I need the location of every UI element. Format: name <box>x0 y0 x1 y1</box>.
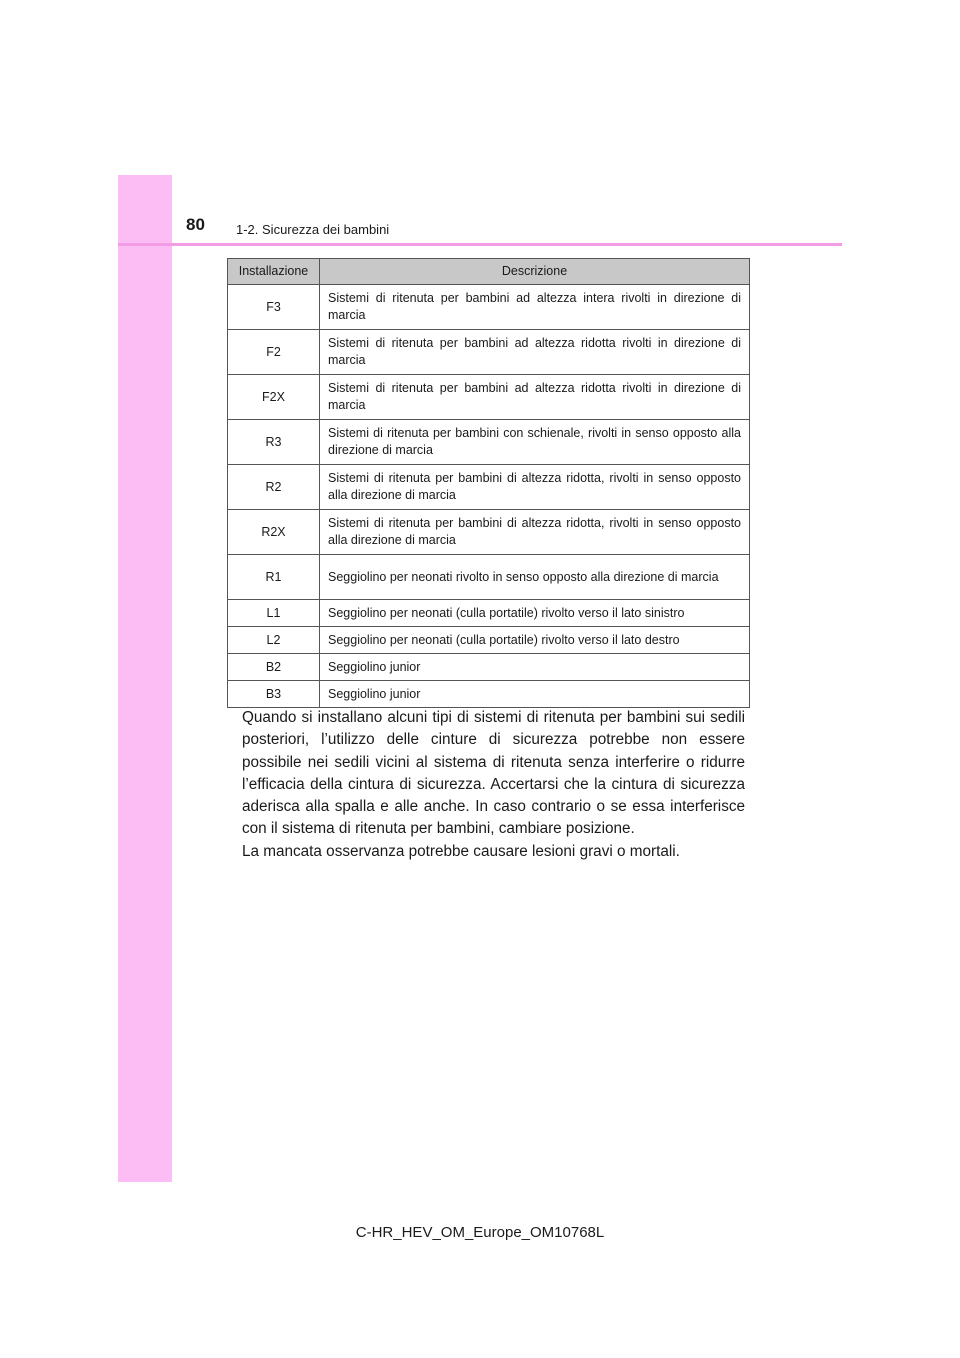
installation-table <box>227 258 750 708</box>
table-header-row <box>228 259 750 285</box>
installation-code: R2 <box>228 465 320 510</box>
table-row <box>228 654 750 681</box>
installation-description: Sistemi di ritenuta per bambini ad altezza intera rivolti in direzione di marcia <box>320 285 750 330</box>
installation-description: Seggiolino per neonati (culla portatile) rivolto verso il lato destro <box>320 627 750 654</box>
warning-body-text <box>242 707 745 863</box>
warning-paragraph: Quando si installano alcuni tipi di sistemi di ritenuta per bambini sui sedili posteriori, l’utilizzo delle cinture di sicurezza potrebbe non essere possibile nei sedili vicini al sistema di ritenuta senza interferire o ridurre l’efficacia della cintura di sicurezza. Accertarsi che la cintura di sicurezza aderisca alla spalla e alle anche. In caso contrario o se essa interferisce con il sistema di ritenuta per bambini, cambiare posizione. <box>242 709 745 838</box>
installation-code: B2 <box>228 654 320 681</box>
installation-description: Sistemi di ritenuta per bambini ad altezza ridotta rivolti in direzione di marcia <box>320 330 750 375</box>
installation-code: R1 <box>228 555 320 600</box>
installation-code: B3 <box>228 681 320 708</box>
installation-code: F2X <box>228 375 320 420</box>
installation-code: R3 <box>228 420 320 465</box>
installation-description: Seggiolino per neonati (culla portatile) rivolto verso il lato sinistro <box>320 600 750 627</box>
table-row <box>228 555 750 600</box>
installation-code: L2 <box>228 627 320 654</box>
table-row <box>228 627 750 654</box>
installation-code: F3 <box>228 285 320 330</box>
installation-description: Sistemi di ritenuta per bambini di altezza ridotta, rivolti in senso opposto alla direzione di marcia <box>320 465 750 510</box>
page-number: 80 <box>186 215 205 234</box>
table-row <box>228 420 750 465</box>
installation-description: Sistemi di ritenuta per bambini ad altezza ridotta rivolti in direzione di marcia <box>320 375 750 420</box>
installation-description: Seggiolino junior <box>320 681 750 708</box>
side-tab-band <box>118 175 172 1182</box>
table-row <box>228 465 750 510</box>
installation-code: L1 <box>228 600 320 627</box>
installation-description: Sistemi di ritenuta per bambini con schienale, rivolti in senso opposto alla direzione di marcia <box>320 420 750 465</box>
installation-description: Sistemi di ritenuta per bambini di altezza ridotta, rivolti in senso opposto alla direzione di marcia <box>320 510 750 555</box>
table-row <box>228 285 750 330</box>
column-header-descrizione: Descrizione <box>320 259 750 285</box>
table-row <box>228 681 750 708</box>
installation-description: Seggiolino per neonati rivolto in senso opposto alla direzione di marcia <box>320 555 750 600</box>
table-row <box>228 330 750 375</box>
column-header-installazione: Installazione <box>228 259 320 285</box>
table-row <box>228 375 750 420</box>
warning-consequence: La mancata osservanza potrebbe causare lesioni gravi o mortali. <box>242 842 680 860</box>
installation-code: F2 <box>228 330 320 375</box>
document-code: C-HR_HEV_OM_Europe_OM10768L <box>355 1224 605 1241</box>
installation-description: Seggiolino junior <box>320 654 750 681</box>
section-title: 1-2. Sicurezza dei bambini <box>236 222 390 237</box>
table-row <box>228 600 750 627</box>
header-rule <box>118 243 842 246</box>
table-row <box>228 510 750 555</box>
installation-code: R2X <box>228 510 320 555</box>
